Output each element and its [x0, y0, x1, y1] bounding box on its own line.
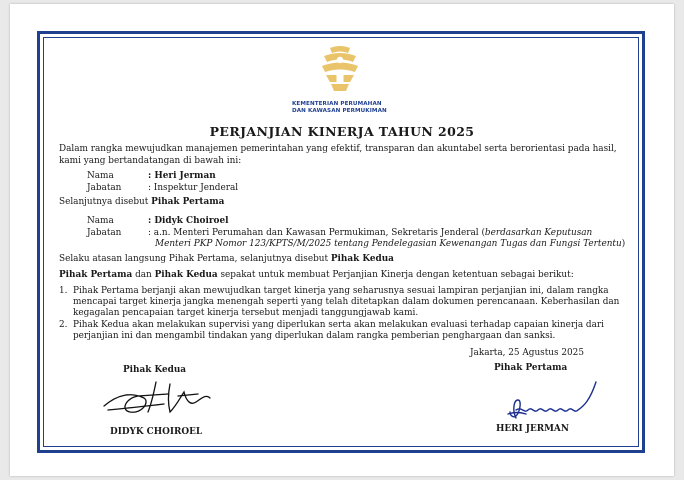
ministry-name: [292, 101, 392, 115]
ministry-line-2: DAN KAWASAN PERMUKIMAN: [292, 108, 387, 114]
party1-position-label: Jabatan: [87, 183, 122, 193]
party2-position-2b: ): [621, 239, 626, 249]
right-signatory-name: HERI JERMAN: [496, 424, 569, 434]
party2-position-line-2: [155, 239, 625, 250]
place-date: Jakarta, 25 Agustus 2025: [470, 348, 584, 358]
party1-refer-name: Pihak Pertama: [151, 197, 225, 207]
agreement-party2: Pihak Kedua: [154, 270, 218, 280]
intro-line-2: kami yang bertandatangan di bawah ini:: [59, 156, 242, 166]
party1-reference: [59, 197, 224, 208]
agreement-sentence: [59, 270, 574, 281]
point-2-line-1: Pihak Kedua akan melakukan supervisi yang diperlukan serta akan melakukan evaluasi terhadap capaian kinerja dari: [73, 320, 604, 330]
intro-line-1: Dalam rangka mewujudkan manajemen pemerintahan yang efektif, transparan dan akuntabel serta berorientasi pada hasil,: [59, 144, 617, 154]
party1-name-label: Nama: [87, 171, 114, 181]
party2-refer-prefix: Selaku atasan langsung Pihak Pertama, selanjutnya disebut: [59, 254, 331, 264]
party2-name-value: : Didyk Choiroel: [148, 216, 229, 226]
left-signature-icon: [98, 376, 218, 418]
point-1-line-1: Pihak Pertama berjanji akan mewujudkan target kinerja yang seharusnya sesuai lampiran perjanjian ini, dalam rangka: [73, 286, 609, 296]
party2-name-label: Nama: [87, 216, 114, 226]
agreement-mid: dan: [132, 270, 155, 280]
party2-position-label: Jabatan: [87, 228, 122, 238]
document-page: [10, 4, 674, 476]
party2-position-line-1: [148, 228, 592, 239]
point-2-line-2: perjanjian ini dan mengambil tindakan yang diperlukan dalam rangka pemberian penghargaan dan sanksi.: [73, 331, 556, 341]
party2-position-1a: : a.n. Menteri Perumahan dan Kawasan Permukiman, Sekretaris Jenderal (: [148, 228, 485, 238]
point-1-number: 1.: [59, 286, 68, 296]
party2-reference: [59, 254, 394, 265]
party2-refer-name: Pihak Kedua: [330, 254, 394, 264]
right-signature-icon: [502, 370, 608, 424]
document-title: PERJANJIAN KINERJA TAHUN 2025: [209, 124, 475, 139]
point-2-number: 2.: [59, 320, 68, 330]
point-1-line-3: kegagalan pencapaian target kinerja tersebut menjadi tanggungjawab kami.: [73, 308, 419, 318]
party2-position-1b: berdasarkan Keputusan: [484, 228, 593, 238]
left-signatory-name: DIDYK CHOIROEL: [110, 427, 203, 437]
kementerian-logo-icon: [316, 44, 364, 96]
agreement-rest: sepakat untuk membuat Perjanjian Kinerja dengan ketentuan sebagai berikut:: [217, 270, 574, 280]
agreement-party1: Pihak Pertama: [59, 270, 133, 280]
party2-position-2a: Menteri PKP Nomor 123/KPTS/M/2025 tentang Pendelegasian Kewenangan Tugas dan Fungsi Tertentu: [155, 239, 622, 249]
point-1-line-2: mencapai target kinerja jangka menengah seperti yang telah ditetapkan dalam dokumen perencanaan. Keberhasilan dan: [73, 297, 620, 307]
ministry-line-1: KEMENTERIAN PERUMAHAN: [292, 101, 382, 107]
party1-refer-prefix: Selanjutnya disebut: [59, 197, 152, 207]
party1-position-value: : Inspektur Jenderal: [148, 183, 239, 193]
party1-name-value: : Heri Jerman: [148, 171, 216, 181]
left-signatory-title: Pihak Kedua: [123, 365, 187, 375]
right-signatory-title: Pihak Pertama: [494, 363, 568, 373]
